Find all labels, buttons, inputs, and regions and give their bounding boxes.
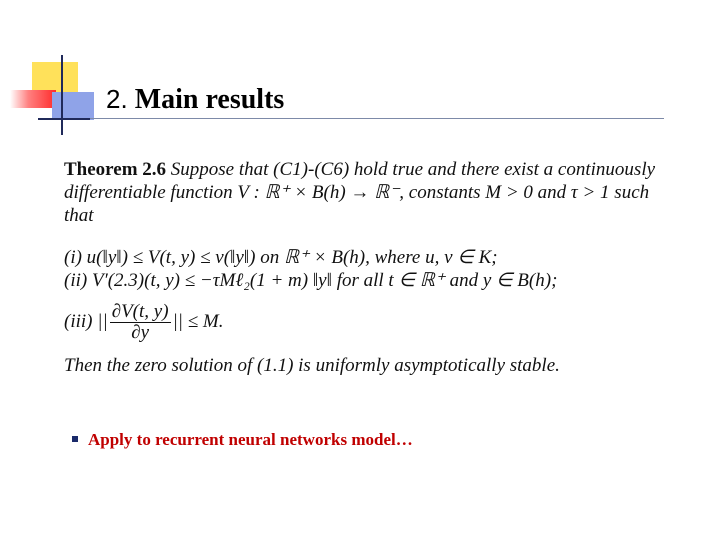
slide-title — [106, 84, 284, 116]
theorem-heading: Theorem 2.6 — [64, 159, 167, 180]
theorem-conclusion: Then the zero solution of (1.1) is uniformly asymptotically stable. — [64, 355, 560, 376]
logo-vertical-line — [61, 55, 63, 135]
bullet-item — [72, 430, 413, 450]
logo-red-bar — [10, 90, 56, 108]
theorem-statement — [64, 158, 680, 227]
partial-derivative-fraction — [110, 302, 171, 343]
logo-blue-square — [52, 92, 94, 120]
condition-iii-suffix: || ≤ M. — [172, 310, 224, 332]
condition-i: (i) u(‖y‖) ≤ V(t, y) ≤ v(‖y‖) on ℝ⁺ × B(h), where u, v ∈ K; — [64, 247, 498, 268]
slide-title-text: Main results — [134, 84, 285, 115]
title-divider — [38, 118, 664, 119]
condition-iii — [64, 302, 224, 343]
fraction-denominator: ∂y — [131, 322, 150, 343]
theorem-intro: Suppose that (C1)-(C6) hold true and there exist a continuously differentiable function V : ℝ⁺ × B(h) → ℝ⁻, constants M > 0 and τ > 1 such that — [64, 159, 656, 226]
bullet-text: Apply to recurrent neural networks model… — [88, 430, 413, 449]
condition-iii-prefix: (iii) || — [64, 310, 108, 332]
fraction-numerator: ∂V(t, y) — [111, 301, 169, 322]
title-divider-accent — [38, 118, 90, 120]
slide-title-number: 2. — [106, 84, 128, 114]
condition-ii: (ii) V′(2.3)(t, y) ≤ −τMℓ₂(1 + m) ‖y‖ for all t ∈ ℝ⁺ and y ∈ B(h); — [64, 270, 558, 291]
square-bullet-icon — [72, 436, 78, 442]
